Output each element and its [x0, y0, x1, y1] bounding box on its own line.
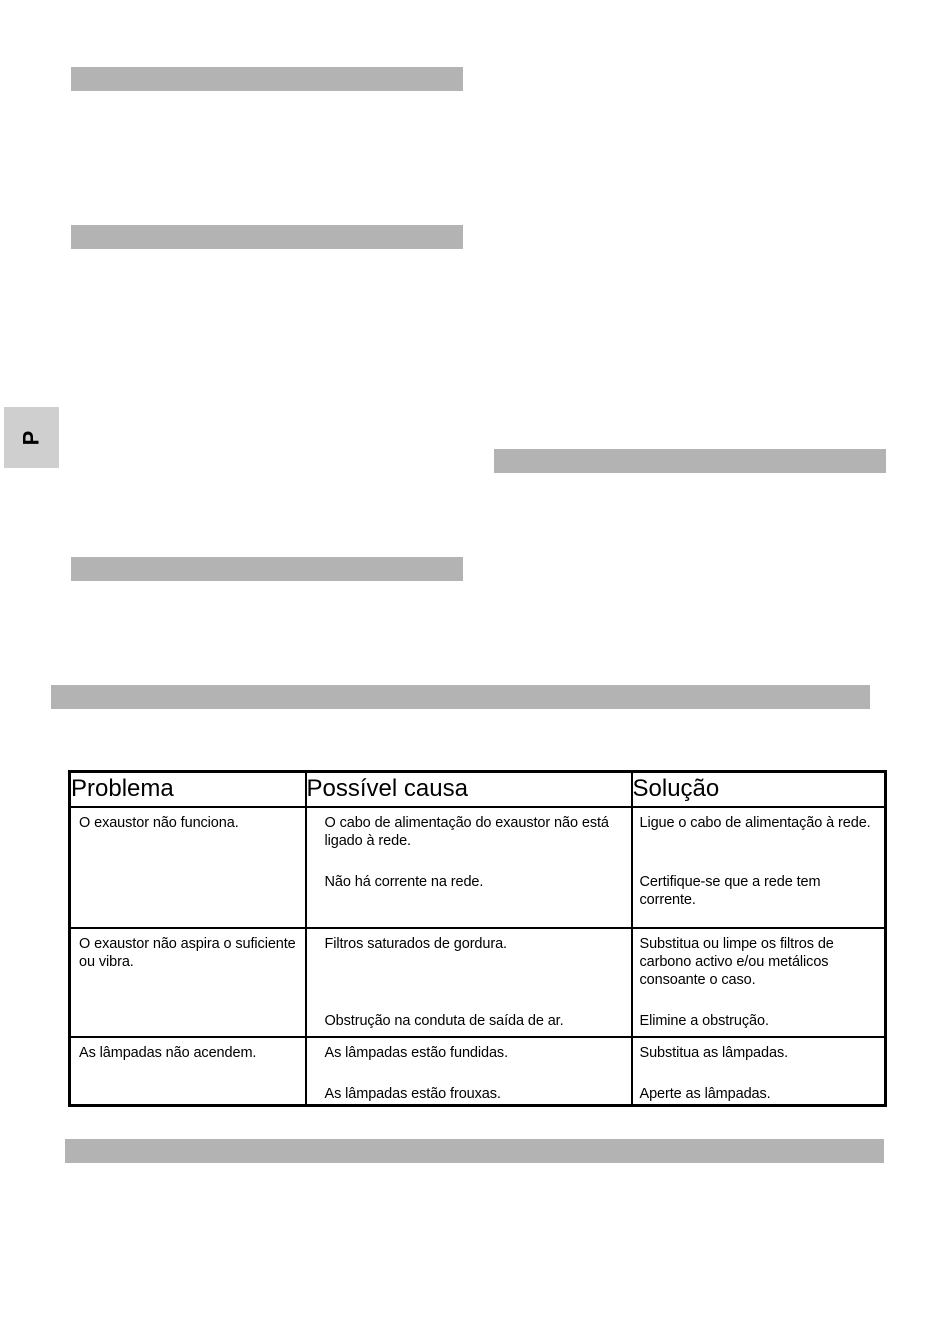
table-row	[70, 1037, 886, 1106]
header-problem: Problema	[70, 772, 306, 808]
problem-cell	[70, 928, 306, 1037]
cause-text: O cabo de alimentação do exaustor não está ligado à rede.	[324, 815, 609, 849]
cause-text: As lâmpadas estão fundidas.	[324, 1044, 508, 1061]
section-header-bar	[494, 449, 886, 473]
solution-text: Substitua as lâmpadas.	[639, 1044, 789, 1061]
cause-cell	[306, 807, 632, 928]
solution-cell	[632, 928, 886, 1037]
section-header-bar	[71, 557, 463, 581]
solution-text: Elimine a obstrução.	[639, 1012, 769, 1029]
cause-cell	[306, 1037, 632, 1106]
problem-cell	[70, 1037, 306, 1106]
solution-text: Ligue o cabo de alimentação à rede.	[639, 815, 871, 831]
table-row	[70, 807, 886, 928]
cause-text: Obstrução na conduta de saída de ar.	[324, 1012, 564, 1029]
solution-cell	[632, 1037, 886, 1106]
language-tab	[4, 407, 59, 468]
solution-text: Aperte as lâmpadas.	[639, 1085, 771, 1102]
table-header-row	[70, 772, 886, 808]
cause-cell	[306, 928, 632, 1037]
language-tab-label: P	[18, 430, 44, 445]
solution-text: Substitua ou limpe os filtros de carbono activo e/ou metálicos consoante o caso.	[639, 935, 834, 988]
cause-text: As lâmpadas estão frouxas.	[324, 1085, 501, 1102]
section-header-bar	[51, 685, 870, 709]
table-row	[70, 928, 886, 1037]
solution-cell	[632, 807, 886, 928]
cause-text: Não há corrente na rede.	[324, 874, 484, 890]
header-solution: Solução	[632, 772, 886, 808]
cause-text: Filtros saturados de gordura.	[324, 935, 507, 952]
problem-cell	[70, 807, 306, 928]
problem-text: O exaustor não funciona.	[79, 815, 239, 831]
problem-text: As lâmpadas não acendem.	[79, 1044, 257, 1061]
solution-text: Certifique-se que a rede tem corrente.	[639, 874, 821, 908]
section-header-bar	[71, 225, 463, 249]
section-header-bar	[65, 1139, 884, 1163]
problem-text: O exaustor não aspira o suficiente ou vibra.	[79, 935, 296, 970]
header-cause: Possível causa	[306, 772, 632, 808]
section-header-bar	[71, 67, 463, 91]
troubleshooting-table	[68, 770, 887, 1107]
